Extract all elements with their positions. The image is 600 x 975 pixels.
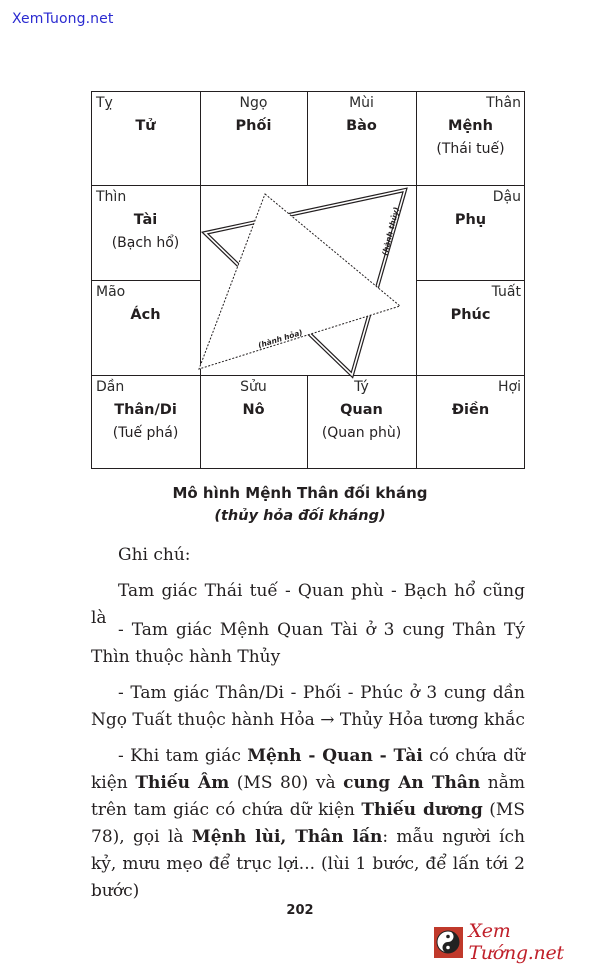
branch-label: Mùi	[349, 95, 374, 111]
branch-label: Thân	[486, 95, 521, 111]
palace-star: (Quan phù)	[321, 425, 402, 441]
palace-name: Bào	[346, 118, 377, 134]
notes-section	[91, 0, 525, 975]
note-text: : mẫu người ích kỷ, mưu mẹo để trục lợi... (lùi 1 bước, để lấn tới 2 bước)	[91, 827, 525, 901]
palace-name: Mệnh	[448, 118, 493, 134]
palace-name: Nô	[242, 402, 265, 418]
branch-label: Tuất	[491, 284, 521, 300]
branch-label: Dần	[96, 379, 125, 395]
palace-name: Phụ	[454, 212, 487, 228]
note-bold: Thiếu Âm	[135, 773, 230, 793]
yin-yang-icon	[434, 927, 463, 958]
palace-star: (Thái tuế)	[436, 141, 505, 157]
palace-name: Ách	[130, 307, 161, 323]
branch-label: Sửu	[240, 379, 267, 395]
figure-caption-title: Mô hình Mệnh Thân đối kháng	[172, 484, 428, 502]
note-text: nằm trên tam giác có chứa dữ kiện	[91, 773, 526, 820]
palace-name: Điền	[451, 402, 490, 418]
palace-star: (Tuế phá)	[112, 425, 179, 441]
note-paragraph-3	[91, 680, 525, 734]
note-text: - Khi tam giác	[118, 746, 248, 766]
branch-label: Thìn	[96, 189, 127, 205]
site-watermark: XemTuong.net	[12, 11, 114, 27]
logo-text: Xem Tướng.net	[468, 920, 564, 964]
palace-star: (Bạch hổ)	[111, 235, 180, 251]
site-logo[interactable]	[434, 920, 600, 964]
notes-heading-text: Ghi chú:	[118, 545, 191, 565]
fire-triangle-label: (hành hỏa)	[256, 327, 304, 350]
note-text: (MS 78), gọi là	[91, 800, 525, 847]
note-bold: cung An Thân	[343, 773, 481, 793]
note-text: (MS 80) và	[229, 773, 344, 793]
note-text: Tam giác Thái tuế - Quan phù - Bạch hổ cũng là	[91, 581, 525, 628]
water-triangle-label: (hành thủy)	[380, 206, 401, 257]
note-bold: Thiếu dương	[361, 800, 483, 820]
note-paragraph-4	[91, 743, 525, 905]
palace-name: Thân/Di	[114, 402, 177, 418]
branch-label: Tý	[354, 379, 369, 395]
branch-label: Mão	[96, 284, 126, 300]
palace-name: Phối	[235, 118, 272, 134]
branch-label: Hợi	[498, 379, 521, 395]
notes-heading	[91, 542, 525, 569]
note-bold: Mệnh - Quan - Tài	[247, 746, 423, 766]
figure-caption-subtitle: (thủy hỏa đối kháng)	[214, 508, 386, 524]
note-bold: Mệnh lùi, Thân lấn	[191, 827, 383, 847]
branch-label: Dậu	[492, 189, 521, 205]
branch-label: Tỵ	[96, 95, 113, 111]
palace-name: Quan	[340, 402, 383, 418]
note-text: có chứa dữ kiện	[91, 746, 525, 793]
note-text: - Tam giác Thân/Di - Phối - Phúc ở 3 cung dần Ngọ Tuất thuộc hành Hỏa → Thủy Hỏa tương khắc	[91, 683, 525, 730]
note-text: - Tam giác Mệnh Quan Tài ở 3 cung Thân Tý Thìn thuộc hành Thủy	[91, 620, 525, 667]
palace-name: Tử	[135, 118, 156, 134]
palace-name: Phúc	[450, 307, 491, 323]
note-paragraph-2	[91, 617, 525, 671]
branch-label: Ngọ	[239, 95, 268, 111]
page-number: 202	[286, 903, 314, 918]
palace-name: Tài	[133, 212, 158, 228]
